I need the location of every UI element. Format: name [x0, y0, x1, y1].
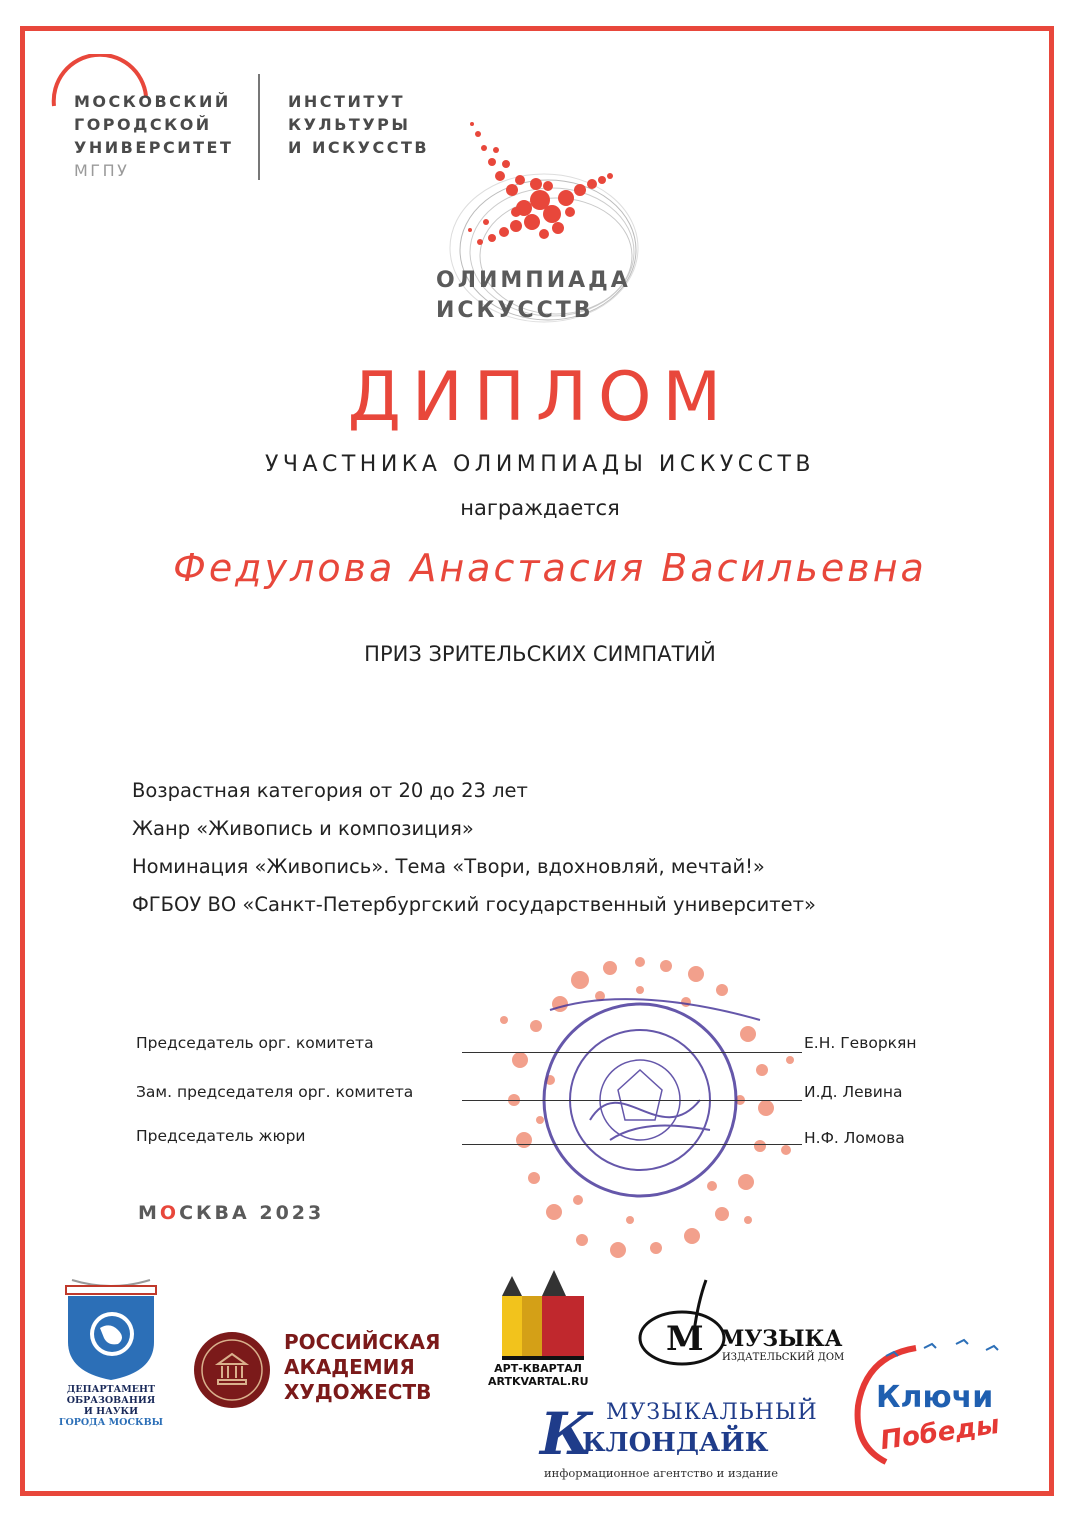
dept-line-2: ОБРАЗОВАНИЯ: [66, 1395, 156, 1406]
signature-line-2: [462, 1100, 802, 1101]
academy-emblem-icon: [192, 1330, 272, 1410]
artkvartal-line-1: АРТ-КВАРТАЛ: [494, 1362, 582, 1375]
university-line-3: УНИВЕРСИТЕТ: [74, 138, 234, 157]
diploma-title: ДИПЛОМ: [347, 358, 733, 437]
olympiad-logo: [420, 110, 650, 350]
university-line-2: ГОРОДСКОЙ: [74, 115, 212, 134]
stamp-area: [490, 950, 810, 1270]
signature-role-3: Председатель жюри: [136, 1127, 306, 1145]
partner-artkvartal: [488, 1266, 588, 1396]
recipient-name: Федулова Анастасия Васильевна: [173, 546, 927, 590]
signature-name-1: Е.Н. Геворкян: [804, 1034, 917, 1052]
dept-shield-icon: [56, 1272, 166, 1382]
artkvartal-line-2: ARTKVARTAL.RU: [488, 1375, 589, 1388]
muzyka-line-1: МУЗЫКА: [720, 1326, 843, 1352]
university-line-1: МОСКОВСКИЙ: [74, 92, 231, 111]
details-block: [132, 772, 816, 924]
muzyka-line-2: ИЗДАТЕЛЬСКИЙ ДОМ: [722, 1352, 845, 1363]
institute-line-3: И ИСКУССТВ: [288, 138, 430, 157]
signature-role-2: Зам. председателя орг. комитета: [136, 1083, 414, 1101]
awarded-text: награждается: [460, 496, 620, 520]
klyuchi-line-1: Ключи: [876, 1380, 994, 1415]
dept-line-1: ДЕПАРТАМЕНТ: [66, 1384, 156, 1395]
klondike-line-3: информационное агентство и издание: [544, 1466, 779, 1480]
city-year: [138, 1202, 324, 1224]
signature-role-1: Председатель орг. комитета: [136, 1034, 374, 1052]
city-pre: М: [138, 1202, 160, 1224]
diploma-subtitle: УЧАСТНИКА ОЛИМПИАДЫ ИСКУССТВ: [264, 452, 816, 477]
prize-title: ПРИЗ ЗРИТЕЛЬСКИХ СИМПАТИЙ: [364, 642, 716, 666]
partner-muzyka: [636, 1272, 846, 1372]
detail-nomination: Номинация «Живопись». Тема «Твори, вдохновляй, мечтай!»: [132, 855, 765, 878]
institute-logo: [288, 90, 429, 159]
partner-dept-education: [56, 1272, 166, 1432]
academy-line-1: РОССИЙСКАЯ: [284, 1330, 441, 1354]
city-post: СКВА 2023: [179, 1202, 325, 1224]
institute-line-1: ИНСТИТУТ: [288, 92, 405, 111]
klondike-line-1: МУЗЫКАЛЬНЫЙ: [606, 1400, 818, 1425]
svg-text:M: M: [666, 1319, 704, 1359]
klyuchi-line-2: Победы: [878, 1409, 1002, 1457]
signature-line-3: [462, 1144, 802, 1145]
dept-line-4: ГОРОДА МОСКВЫ: [58, 1417, 164, 1428]
logo-divider: [258, 74, 260, 180]
signature-name-3: Н.Ф. Ломова: [804, 1129, 905, 1147]
official-stamp: [544, 999, 760, 1196]
olympiad-line-2: ИСКУССТВ: [436, 298, 594, 323]
signature-line-1: [462, 1052, 802, 1053]
academy-line-2: АКАДЕМИЯ: [284, 1355, 415, 1379]
academy-line-3: ХУДОЖЕСТВ: [284, 1380, 432, 1404]
city-accent: О: [159, 1202, 180, 1224]
dept-line-3: И НАУКИ: [83, 1406, 139, 1417]
detail-institution: ФГБОУ ВО «Санкт-Петербургский государственный университет»: [132, 893, 816, 916]
klondike-line-2: КЛОНДАЙК: [582, 1428, 769, 1458]
muzyka-emblem-icon: [636, 1272, 726, 1368]
artkvartal-pencils-icon: [488, 1266, 588, 1362]
detail-genre: Жанр «Живопись и композиция»: [132, 817, 474, 840]
olympiad-line-1: ОЛИМПИАДА: [436, 268, 631, 293]
partner-academy-arts: [192, 1330, 462, 1410]
partner-klondike: [536, 1398, 816, 1490]
university-logo: [50, 54, 250, 194]
detail-age-category: Возрастная категория от 20 до 23 лет: [132, 779, 528, 802]
university-line-4: МГПУ: [74, 161, 130, 180]
institute-line-2: КУЛЬТУРЫ: [288, 115, 411, 134]
partner-klyuchi-pobedy: [846, 1336, 1016, 1470]
svg-text:К: К: [540, 1400, 593, 1462]
signature-name-2: И.Д. Левина: [804, 1083, 903, 1101]
